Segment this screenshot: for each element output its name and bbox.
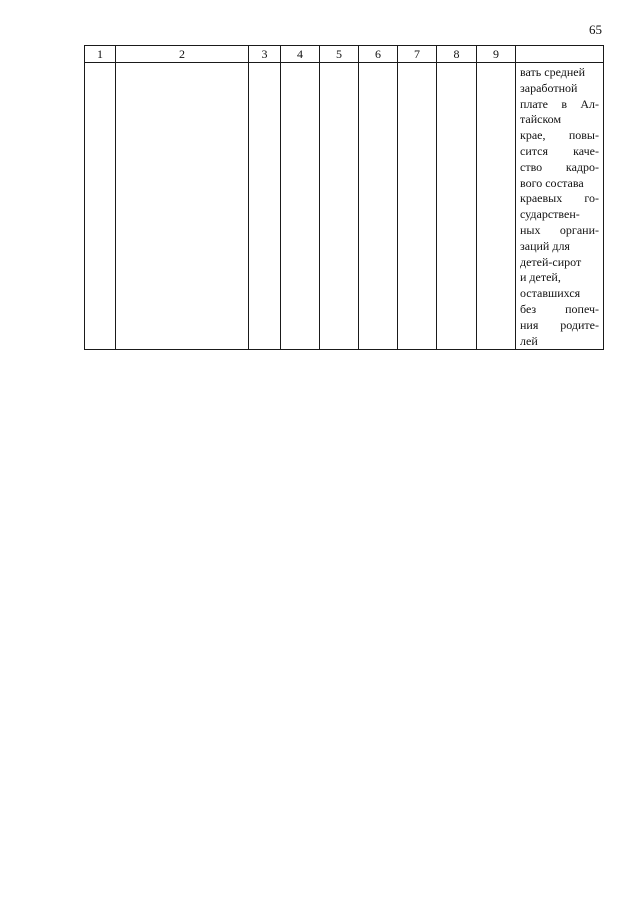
column-header-5: 5	[320, 46, 359, 63]
continuation-table	[84, 45, 604, 350]
column-header-9: 9	[477, 46, 516, 63]
header-row	[85, 46, 604, 63]
column-header-1: 1	[85, 46, 116, 63]
column-header-6: 6	[359, 46, 398, 63]
column-header-10	[516, 46, 604, 63]
text-line: тайском	[520, 112, 562, 127]
text-line: заций для	[520, 238, 570, 253]
table-cell-col9	[477, 63, 516, 350]
table-cell-col6	[359, 63, 398, 350]
text-line: сударствен-	[520, 207, 580, 222]
text-line: ния родите-	[520, 317, 599, 332]
table-cell-col7	[398, 63, 437, 350]
column-header-7: 7	[398, 46, 437, 63]
table-row	[85, 63, 604, 350]
text-line: заработной	[520, 80, 578, 95]
text-line: без попеч-	[520, 301, 599, 316]
text-line: вого состава	[520, 175, 584, 190]
text-line: плате в Ал-	[520, 96, 599, 111]
table-cell-col3	[249, 63, 281, 350]
text-line: и детей,	[520, 270, 561, 285]
text-line: сится каче-	[520, 143, 599, 158]
text-line: крае, повы-	[520, 128, 599, 143]
text-line: оставшихся	[520, 286, 581, 301]
column-header-4: 4	[281, 46, 320, 63]
text-line: краевых го-	[520, 191, 599, 206]
text-line: ство кадро-	[520, 159, 599, 174]
text-line: детей-сирот	[520, 254, 582, 269]
table-cell-col5	[320, 63, 359, 350]
table-cell-result-text	[516, 63, 604, 350]
column-header-3: 3	[249, 46, 281, 63]
table-cell-col2	[116, 63, 249, 350]
text-line: вать средней	[520, 65, 586, 79]
table-cell-col8	[437, 63, 477, 350]
table-cell-col1	[85, 63, 116, 350]
table-cell-col4	[281, 63, 320, 350]
text-line: ных органи-	[520, 222, 599, 237]
text-line: лей	[520, 333, 538, 348]
page-number: 65	[589, 22, 602, 37]
column-header-8: 8	[437, 46, 477, 63]
column-header-2: 2	[116, 46, 249, 63]
